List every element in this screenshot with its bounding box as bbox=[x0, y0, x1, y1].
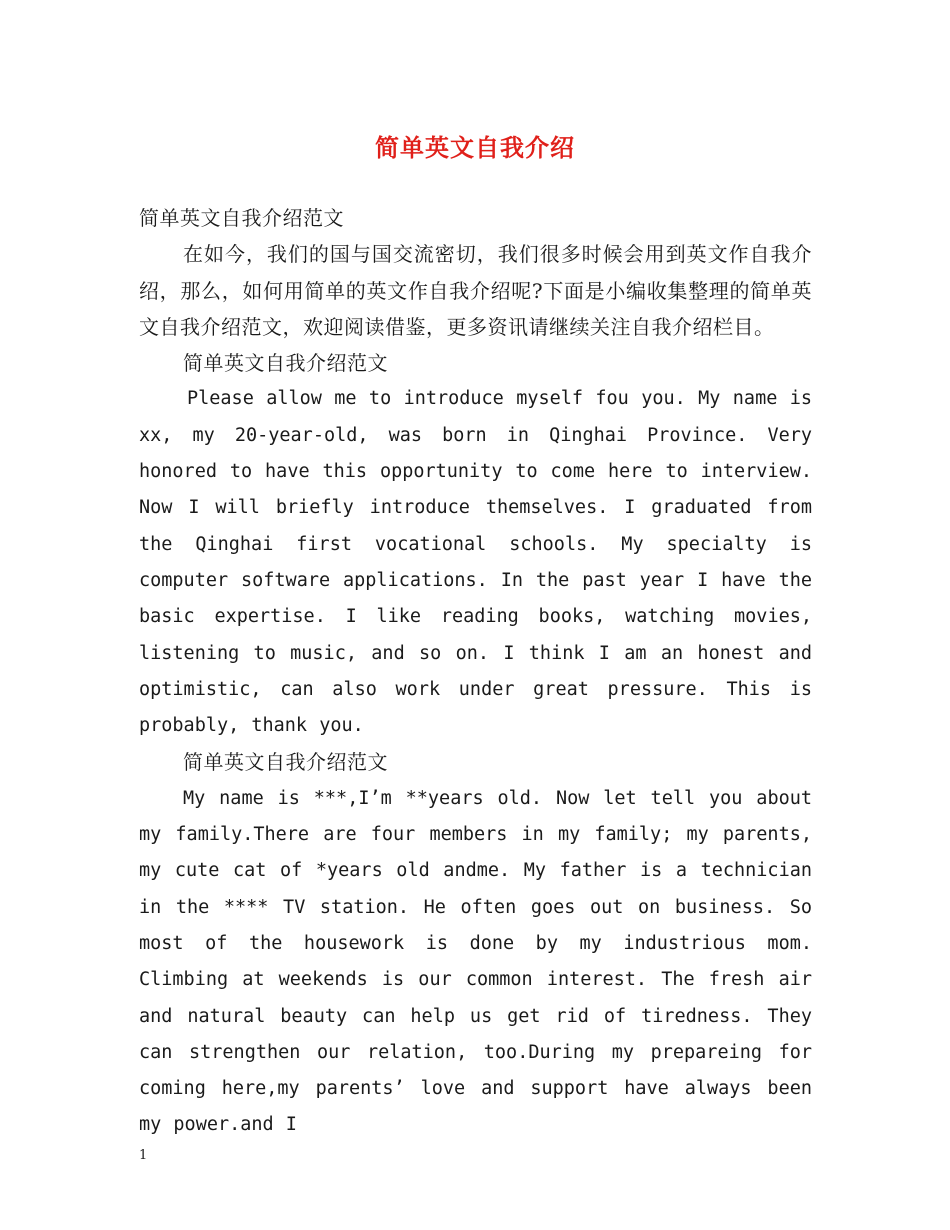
intro-paragraph: 在如今，我们的国与国交流密切，我们很多时候会用到英文作自我介绍，那么，如何用简单的英文作自我介绍呢?下面是小编收集整理的简单英文自我介绍范文，欢迎阅读借鉴，更多资讯请继续关注自我介绍栏目。 bbox=[139, 242, 812, 339]
section-heading: 简单英文自我介绍范文 bbox=[183, 351, 388, 376]
sample-paragraph-2: My name is ***,I’m **years old. Now let tell you about my family.There are four members in my family; my parents, my cute cat of *years old andme. My father is a technician in the **** TV station. He often goes out on business. So most of the housework is done by my industrious mom. Climbing at weekends is our common interest. The fresh air and natural beauty can help us get rid of tiredness. They can strengthen our relation, too.During my prepareing for coming here,my parents’ love and support have always been my power.and I bbox=[139, 787, 812, 1136]
document-title: 简单英文自我介绍 bbox=[375, 133, 575, 162]
sample-paragraph-1: Please allow me to introduce myself fou you. My name is xx, my 20-year-old, was born in Qinghai Province. Very honored to have this opportunity to come here to interview. Now I will briefly introduce themselves. I graduated from the Qinghai first vocational schools. My specialty is computer software applications. In the past year I have the basic expertise. I like reading books, watching movies, listening to music, and so on. I think I am an honest and optimistic, can also work under great pressure. This is probably, thank you. bbox=[139, 388, 812, 737]
section-heading: 简单英文自我介绍范文 bbox=[139, 206, 344, 230]
section-heading: 简单英文自我介绍范文 bbox=[183, 750, 388, 775]
document-body bbox=[139, 200, 812, 1144]
page-number: 1 bbox=[139, 1148, 148, 1163]
